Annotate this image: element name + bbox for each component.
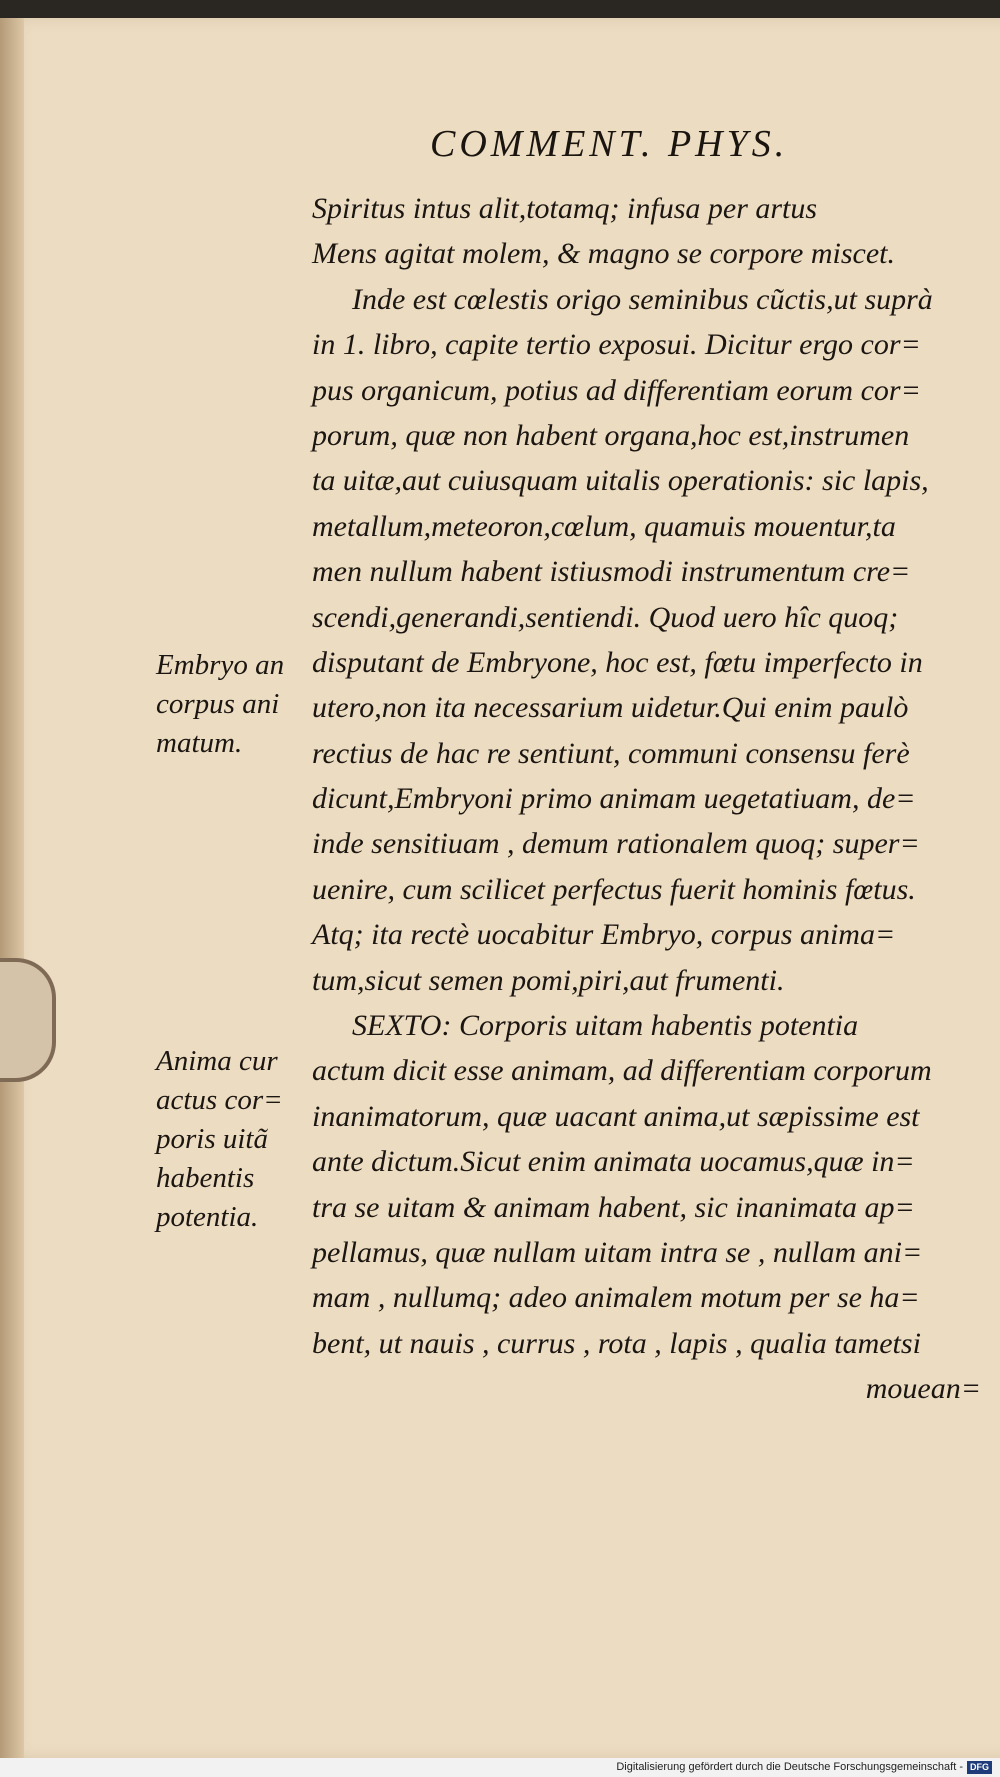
dfg-logo-icon: DFG	[967, 1761, 992, 1774]
text-line: pellamus, quæ nullam uitam intra se , nullam ani=	[312, 1235, 923, 1269]
text-line: pus organicum, potius ad differentiam eorum cor=	[312, 373, 921, 407]
text-line: disputant de Embryone, hoc est, fœtu imperfecto in	[312, 645, 923, 679]
book-page	[0, 18, 1000, 1758]
text-line: inde sensitiuam , demum rationalem quoq; super=	[312, 827, 920, 861]
text-line: inanimatorum, quæ uacant anima,ut sæpissime est	[312, 1099, 920, 1133]
running-head: COMMENT. PHYS.	[430, 123, 789, 165]
footer-text: Digitalisierung gefördert durch die Deutsche Forschungsgemeinschaft -	[616, 1761, 963, 1773]
text-line: utero,non ita necessarium uidetur.Qui enim paulò	[312, 691, 909, 725]
text-line: actum dicit esse animam, ad differentiam corporum	[312, 1054, 932, 1088]
text-line: dicunt,Embryoni primo animam uegetatiuam, de=	[312, 782, 916, 816]
margin-note-embryo	[156, 646, 284, 763]
margin-note-line: actus cor=	[156, 1084, 283, 1116]
text-line: metallum,meteoron,cœlum, quamuis mouentur,ta	[312, 509, 896, 543]
text-line: scendi,generandi,sentiendi. Quod uero hîc quoq;	[312, 600, 899, 634]
book-clasp	[0, 958, 56, 1082]
text-line: uenire, cum scilicet perfectus fuerit hominis fœtus.	[312, 872, 916, 906]
text-line: men nullum habent istiusmodi instrumentum cre=	[312, 555, 911, 589]
text-line: tra se uitam & animam habent, sic inanimata ap=	[312, 1190, 915, 1224]
text-line: porum, quæ non habent organa,hoc est,instrumen	[312, 418, 910, 452]
text-line: in 1. libro, capite tertio exposui. Dicitur ergo cor=	[312, 328, 921, 362]
digitization-footer	[0, 1758, 1000, 1777]
text-line: SEXTO: Corporis uitam habentis potentia	[352, 1009, 859, 1043]
body-text	[312, 186, 987, 1412]
text-line: bent, ut nauis , currus , rota , lapis , qualia tametsi	[312, 1326, 921, 1360]
margin-note-line: corpus ani	[156, 688, 280, 720]
margin-note-line: poris uitã	[156, 1123, 268, 1155]
margin-note-line: Anima cur	[156, 1045, 278, 1077]
text-line: ta uitæ,aut cuiusquam uitalis operationis: sic lapis,	[312, 464, 929, 498]
margin-note-anima	[156, 1042, 283, 1237]
margin-note-line: habentis	[156, 1162, 255, 1194]
text-line: Inde est cœlestis origo seminibus cũctis,ut suprà	[352, 282, 933, 316]
text-line: Mens agitat molem, & magno se corpore miscet.	[312, 237, 895, 271]
text-line: Spiritus intus alit,totamq; infusa per artus	[312, 192, 818, 225]
margin-note-line: matum.	[156, 727, 243, 759]
margin-note-line: Embryo an	[156, 649, 285, 681]
text-line: rectius de hac re sentiunt, communi consensu ferè	[312, 736, 910, 770]
text-line: mam , nullumq; adeo animalem motum per se ha=	[312, 1281, 920, 1315]
margin-note-line: potentia.	[156, 1201, 259, 1233]
text-line: tum,sicut semen pomi,piri,aut frumenti.	[312, 963, 785, 997]
text-line: Atq; ita rectè uocabitur Embryo, corpus anima=	[312, 918, 896, 952]
page-gutter	[0, 18, 24, 1758]
text-line: ante dictum.Sicut enim animata uocamus,quæ in=	[312, 1145, 915, 1179]
catchword: mouean=	[865, 1372, 981, 1406]
